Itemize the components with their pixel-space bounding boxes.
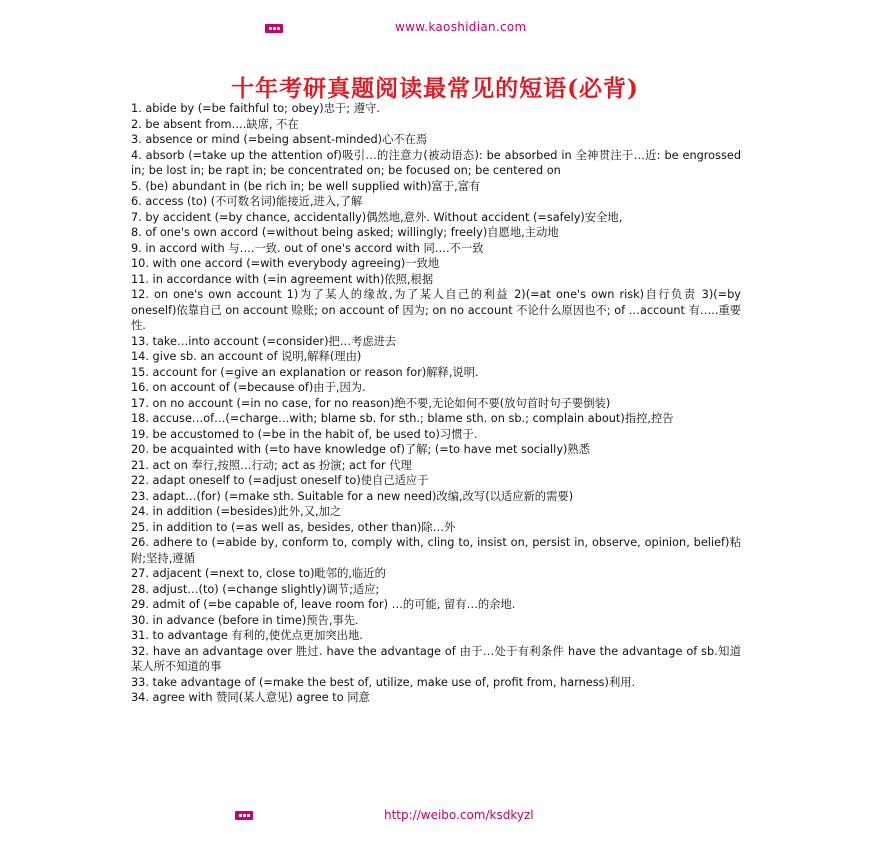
- phrase-entry: 15. account for (=give an explanation or reason for)解释,说明.: [131, 365, 479, 379]
- phrase-entry: 25. in addition to (=as well as, besides, other than)除…外: [131, 520, 456, 534]
- phrase-entry: 17. on no account (=in no case, for no reason)绝不要,无论如何不要(放句首时句子要倒装): [131, 396, 611, 410]
- logo-dot: [239, 814, 242, 817]
- phrase-entry: 19. be accustomed to (=be in the habit of, be used to)习惯于.: [131, 427, 478, 441]
- phrase-entry: 29. admit of (=be capable of, leave room for) …的可能, 留有…的余地.: [131, 598, 516, 611]
- phrase-entry: 10. with one accord (=with everybody agreeing)一致地: [131, 257, 440, 270]
- phrase-entry: 7. by accident (=by chance, accidentally)偶然地,意外. Without accident (=safely)安全地,: [131, 210, 623, 224]
- phrase-entry: 18. accuse…of…(=charge…with; blame sb. for sth.; blame sth. on sb.; complain about)指控,控告: [131, 412, 674, 425]
- phrase-entry: 14. give sb. an account of 说明,解释(理由): [131, 350, 362, 363]
- page-header: [0, 20, 870, 40]
- brand-logo-icon: [235, 811, 253, 820]
- phrase-entry: 27. adjacent (=next to, close to)毗邻的,临近的: [131, 567, 386, 580]
- phrase-entry: 4. absorb (=take up the attention of)吸引…的注意力(被动语态): be absorbed in 全神贯注于…近: be engrossed in; be lost in; be rapt in; be concentrated on; be focused on; be centered on: [131, 148, 741, 177]
- phrase-entry: 32. have an advantage over 胜过. have the advantage of 由于…处于有利条件 have the advantage of sb.知道某人所不知道的事: [131, 644, 741, 673]
- phrase-entry: 3. absence or mind (=being absent-minded)心不在焉: [131, 133, 428, 146]
- logo-dot: [277, 27, 280, 30]
- logo-dot: [247, 814, 250, 817]
- phrase-entry: 21. act on 奉行,按照…行动; act as 扮演; act for 代理: [131, 458, 412, 472]
- header-url-link[interactable]: www.kaoshidian.com: [395, 20, 527, 34]
- phrase-entry: 8. of one's own accord (=without being asked; willingly; freely)自愿地,主动地: [131, 226, 559, 239]
- logo-dot: [243, 814, 246, 817]
- phrase-entry: 34. agree with 赞同(某人意见) agree to 同意: [131, 691, 370, 704]
- phrase-entry: 1. abide by (=be faithful to; obey)忠于; 遵守.: [131, 102, 380, 115]
- phrase-entry: 30. in advance (before in time)预告,事先.: [131, 613, 359, 627]
- phrase-entry: 9. in accord with 与….一致. out of one's accord with 同….不一致: [131, 241, 484, 255]
- page-title: 十年考研真题阅读最常见的短语(必背): [231, 75, 639, 102]
- phrase-entry: 33. take advantage of (=make the best of, utilize, make use of, profit from, harness)利用.: [131, 675, 636, 689]
- phrase-entry: 26. adhere to (=abide by, conform to, comply with, cling to, insist on, persist in, observe, opinion, belief)粘附;坚持,遵循: [131, 536, 741, 565]
- phrase-entry: 20. be acquainted with (=to have knowledge of)了解; (=to have met socially)熟悉: [131, 443, 591, 456]
- phrase-entry: 23. adapt…(for) (=make sth. Suitable for a new need)改编,改写(以适应新的需要): [131, 489, 574, 503]
- logo-dot: [273, 27, 276, 30]
- phrase-entry: 22. adapt oneself to (=adjust oneself to)使自己适应于: [131, 474, 429, 487]
- logo-dot: [269, 27, 272, 30]
- phrase-entry: 12. on one's own account 1)为了某人的缘故,为了某人自己的利益 2)(=at one's own risk)自行负责 3)(=by oneself)依靠自己 on account 赊账; on account of 因为; on no account 不论什么原因也不; of …account 有…..重要性.: [131, 288, 741, 332]
- phrase-list: [131, 101, 741, 706]
- phrase-entry: 2. be absent from….缺席, 不在: [131, 117, 299, 131]
- phrase-entry: 5. (be) abundant in (be rich in; be well supplied with)富于,富有: [131, 179, 481, 193]
- footer-url-link[interactable]: http://weibo.com/ksdkyzl: [384, 808, 534, 822]
- phrase-entry: 24. in addition (=besides)此外,又,加之: [131, 505, 342, 518]
- phrase-entry: 16. on account of (=because of)由于,因为.: [131, 381, 366, 394]
- page-footer: [0, 808, 870, 824]
- phrase-entry: 6. access (to) (不可数名词)能接近,进入,了解: [131, 195, 363, 208]
- phrase-entry: 31. to advantage 有利的,使优点更加突出地.: [131, 629, 363, 642]
- phrase-entry: 13. take…into account (=consider)把…考虑进去: [131, 334, 397, 348]
- phrase-entry: 28. adjust…(to) (=change slightly)调节;适应;: [131, 582, 380, 596]
- brand-logo-icon: [265, 24, 283, 33]
- phrase-entry: 11. in accordance with (=in agreement with)依照,根据: [131, 272, 434, 286]
